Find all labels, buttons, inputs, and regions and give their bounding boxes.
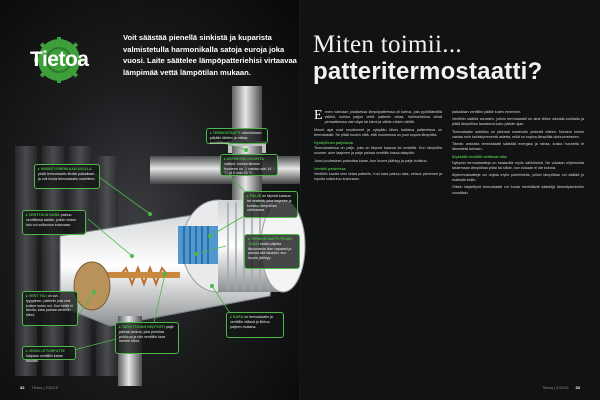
folio-right: Tietoa | 2/2015 33 — [541, 385, 580, 390]
paragraph: Oikein käytettynä termostaatti voi tuoda merkittäviä säästöjä lämmityskuluihin vuosittain. — [452, 185, 584, 195]
subheading: Älykkäät venttiilit voittavat alaa — [452, 155, 507, 160]
paragraph: Älytermostaatteja voi ohjata myös puhelimella, jolloin lämpötilan voi säätää jo matkalla kotiin. — [452, 173, 584, 183]
paragraph: Monet ajat ovat muuttuneet ja nykyään lähes kaikissa pattereissa on termostaatti. Se pitää huolen siitä, että huoneessa on juuri sopiva lämpötila. — [314, 127, 442, 137]
callout-venttiilin-kara: ▸ VENTTIILIN KARA painuu venttiilinsä sisään, jolloin veden tulo voi sulkeutua kokonaan. — [22, 210, 86, 235]
intro-text: Voit säästää pienellä sinkistä ja kuparista valmistetulla harmonikalla satoja euroja joka vuosi. Laite säätelee lämpöpatteriehisi virtaavaa lämpimää vettä lämpötilan mukaan. — [123, 33, 297, 77]
paragraph: Jousi puolestaan palauttaa karan, kun huone jäähtyy ja palje kutistuu. — [314, 158, 428, 163]
callout-venttiili: ▸ VENT TIILI on ovi-tyyppinen, patteriin jota vesi kulkee kuten ovi. Kun vettä ei tarvita, kara painaa venttiilin kiinni. — [22, 291, 78, 326]
paragraph: Nykyisin termostaatteja on saatavilla myös sähköisinä. Ne voidaan ohjelmoida laskemaan lämpötilaa yöksi tai silloin, kun kukaan ei ole kotona. — [452, 160, 584, 170]
folio-left: 32 Tietoa | 2/2015 — [20, 385, 58, 390]
subheading: Venttiili patterissa — [314, 166, 346, 171]
callout-tarvittavan: ▸ TARVITTAVAN HELPOSTI palje painaa tankoa, joka puristaa puhkkoa ja niin venttiilin kara menee kiinni. — [115, 322, 179, 354]
paragraph: Termostaatissa on palje, joka on täynnä kaasua tai nestettä. Kun lämpötila nousee, aine laajenee ja palje painaa venttiilin karaa alaspäin. — [314, 146, 442, 156]
paragraph: Venttiilin säätöä seuraten, jolloin termostaatti on aina lähes oikealla kohdalla ja pitää lämpötilan tasaisena koko päivän ajan. — [452, 117, 584, 127]
paragraph: Ennen vanhaan jokaisessa lämpöpatterissa oli kahva, jota pyörittämällä valitsit, kuinka paljon vettä patteriin virtaa. Vaihtoehtoina olivat periaatteessa vain täysi tai kiinni ja vähän niiden väliltä. — [314, 108, 442, 125]
bellows — [178, 226, 218, 264]
article-column-1 — [314, 110, 442, 184]
callout-termostaatti: ▸ TERMOSTAATTI valmistetaan pitkälle lähtien ja mittaa huoneilmaa. — [206, 128, 268, 144]
subheading: Hyödyllinen paljelauta — [314, 141, 353, 146]
logo-text: Tietoa — [30, 48, 89, 71]
callout-asteikon: ▸ ASTEIKON LUVUISTA valitset, kuinka lämmin huoneen on. 1 vastaa noin 14 °C ja 5 noin 26 °C. — [220, 154, 278, 176]
page-title-line2: patteritermostaatti? — [313, 58, 543, 85]
callout-termostaatin-jousi: ▸ TERMOSTAATTI PESÄN JOUSI estää paljetta liikkumasta liian vapaasti ja painaa sitä takaisin, kun huone jäähtyy. — [244, 234, 300, 269]
callout-kara: ▸ KARA on termostaatin ja venttiilin välissä ja liikkuu paljeen mukana. — [226, 312, 284, 338]
callout-kiinnitys: ▸ KIINNITYSRENKAAN AVULLA pidät termostaatin tiiviisti paikallaan ja voit koota termostaatin uudelleen. — [34, 164, 100, 189]
page-title-line1: Miten toimii... — [313, 31, 462, 58]
callout-palje: ▸ PALJE on täynnä kaasua tai nestettä, joka laajenee ja kutistuu lämpötilan vaihtuessa. — [243, 191, 298, 218]
article-column-2 — [452, 110, 584, 198]
paragraph: paikallaan venttiilin päälle kuten ennenkin. — [452, 110, 521, 114]
tietoa-logo — [20, 37, 98, 83]
paragraph: Venttiilin kautta vesi virtaa patteriin. Kun kara painuu alas, virtaus pienenee ja lopulta sulkeutuu kokonaan. — [314, 172, 442, 182]
paragraph: Termostaatin asteikko on yleensä numeroitu yhdestä viiteen. Numero kolme vastaa noin kahtakymmentä astetta, mikä on sopiva lämpötila olohuoneeseen. — [452, 129, 584, 139]
callout-jousi: ▸ JOUSI LITTUSPUTTE halpaan venttiilin karan takaisin. — [22, 346, 76, 360]
paragraph: Tämän ansiosta termostaatti säästää energiaa ja rahaa, koska huonetta ei lämmitetä turhaan. — [452, 142, 584, 152]
